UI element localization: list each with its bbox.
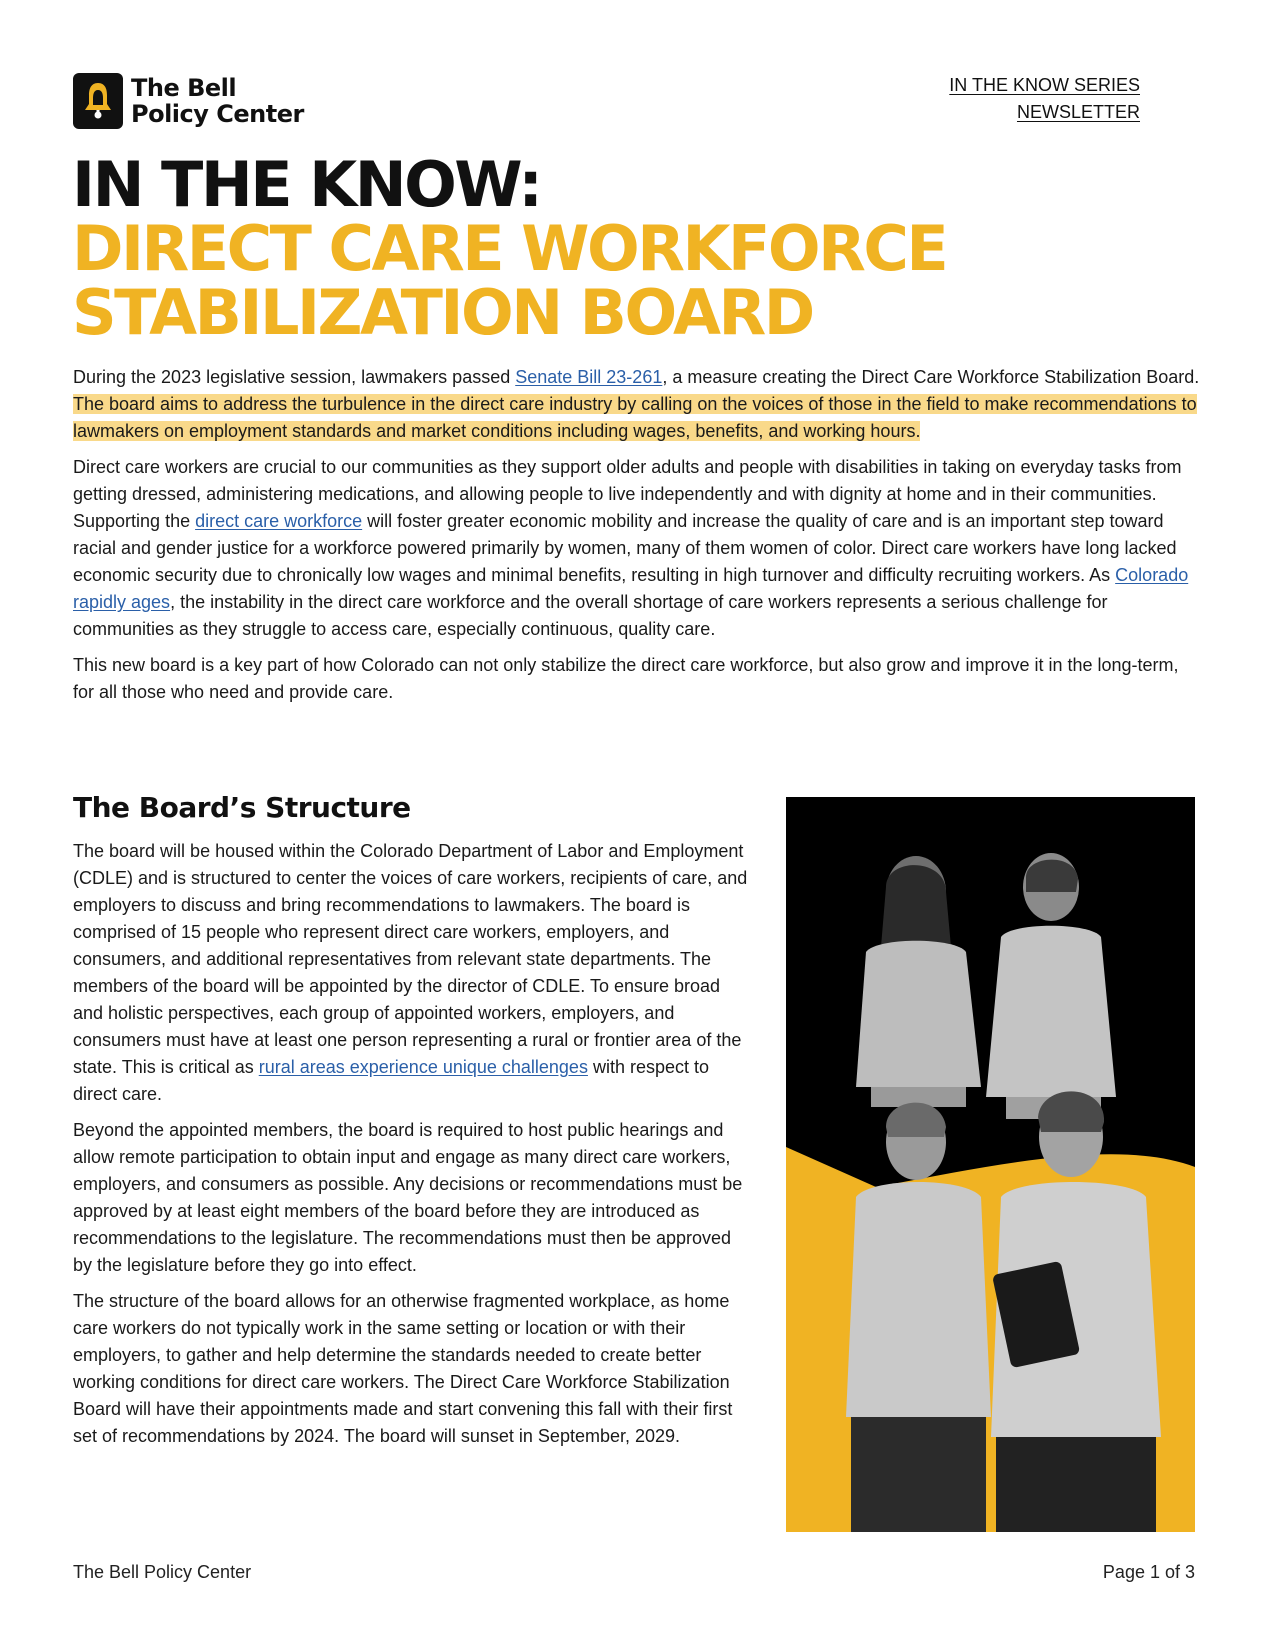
structure-p1-text-b: with respect to direct care. xyxy=(73,1057,710,1104)
title-line-2: DIRECT CARE WORKFORCE xyxy=(72,212,947,285)
highlighted-text: The board aims to address the turbulence in the direct care industry by calling on the voices of those in the field to make recommendations to lawmakers on employment standards and market conditions including wages, benefits, and working hours. xyxy=(73,394,1197,441)
page-title xyxy=(72,148,1192,349)
series-line-1[interactable]: IN THE KNOW SERIES xyxy=(949,75,1140,95)
structure-p1-text-a: The board will be housed within the Colorado Department of Labor and Employment (CDLE) and is structured to center the voices of care workers, recipients of care, and employers to discuss and bring recommendations to lawmakers. The board is comprised of 15 people who represent direct care workers, employers, and consumers, and additional representatives from relevant state departments. The members of the board will be appointed by the director of CDLE. To ensure broad and holistic perspectives, each group of appointed workers, employers, and consumers must have at least one person representing a rural or frontier area of the state. This is critical as xyxy=(73,841,748,1077)
direct-care-workforce-link[interactable]: direct care workforce xyxy=(195,511,363,531)
colorado-rapidly-ages-link[interactable]: Colorado rapidly ages xyxy=(73,565,1189,612)
footer-org-name: The Bell Policy Center xyxy=(73,1562,252,1582)
intro-p2-text-b: will foster greater economic mobility and increase the quality of care and is an important step toward racial and gender justice for a workforce powered primarily by women, many of them women of color. Direct care workers have long lacked economic security due to chronically low wages and minimal benefits, resulting in high turnover and difficulty recruiting workers. As xyxy=(73,511,1177,585)
logo-wordmark xyxy=(131,75,304,127)
intro-paragraph-1 xyxy=(73,364,1203,445)
series-line-2[interactable]: NEWSLETTER xyxy=(1016,102,1140,122)
structure-paragraph-2: Beyond the appointed members, the board is required to host public hearings and allow remote participation to obtain input and engage as many direct care workers, employers, and consumers as possible. Any decisions or recommendations must be approved by at least eight members of the board before they are introduced as recommendations to the legislature. The recommendations must then be approved by the legislature before they go into effect. xyxy=(73,1120,743,1275)
senate-bill-link[interactable]: Senate Bill 23-261 xyxy=(515,367,663,387)
care-workers-photo xyxy=(786,797,1195,1532)
structure-paragraph-3: The structure of the board allows for an otherwise fragmented workplace, as home care workers do not typically work in the same setting or location or with their employers, to gather and help determine the standards needed to create better working conditions for direct care workers. The Direct Care Workforce Stabilization Board will have their appointments made and start convening this fall with their first set of recommendations by 2024. The board will sunset in September, 2029. xyxy=(73,1291,733,1446)
page-number: Page 1 of 3 xyxy=(1102,1562,1195,1582)
intro-p1-text-a: During the 2023 legislative session, lawmakers passed xyxy=(73,367,516,387)
title-line-1: IN THE KNOW: xyxy=(72,148,541,221)
structure-paragraph-1 xyxy=(73,838,753,1108)
logo-line-1: The Bell xyxy=(131,74,237,102)
intro-paragraph-3: This new board is a key part of how Colorado can not only stabilize the direct care workforce, but also grow and improve it in the long-term, for all those who need and provide care. xyxy=(73,655,1179,702)
logo-line-2: Policy Center xyxy=(131,100,304,128)
structure-column xyxy=(73,838,753,1459)
intro-p1-text-b: , a measure creating the Direct Care Workforce Stabilization Board. xyxy=(662,367,1200,387)
series-label[interactable] xyxy=(949,72,1140,126)
section-heading: The Board’s Structure xyxy=(73,791,411,824)
intro-paragraph-2 xyxy=(73,454,1203,643)
bell-policy-center-logo[interactable] xyxy=(73,73,304,129)
intro-p2-text-a: Direct care workers are crucial to our communities as they support older adults and people with disabilities in taking on everyday tasks from getting dressed, administering medications, and allowing people to live independently and with dignity at home and in their communities. Supporting the xyxy=(73,457,1182,531)
bell-icon xyxy=(73,73,123,129)
title-line-3: STABILIZATION BOARD xyxy=(72,276,813,349)
intro-p2-text-c: , the instability in the direct care workforce and the overall shortage of care workers represents a serious challenge for communities as they struggle to access care, especially continuous, quality care. xyxy=(73,592,1108,639)
rural-areas-link[interactable]: rural areas experience unique challenges xyxy=(258,1057,588,1077)
intro-section xyxy=(73,364,1203,715)
